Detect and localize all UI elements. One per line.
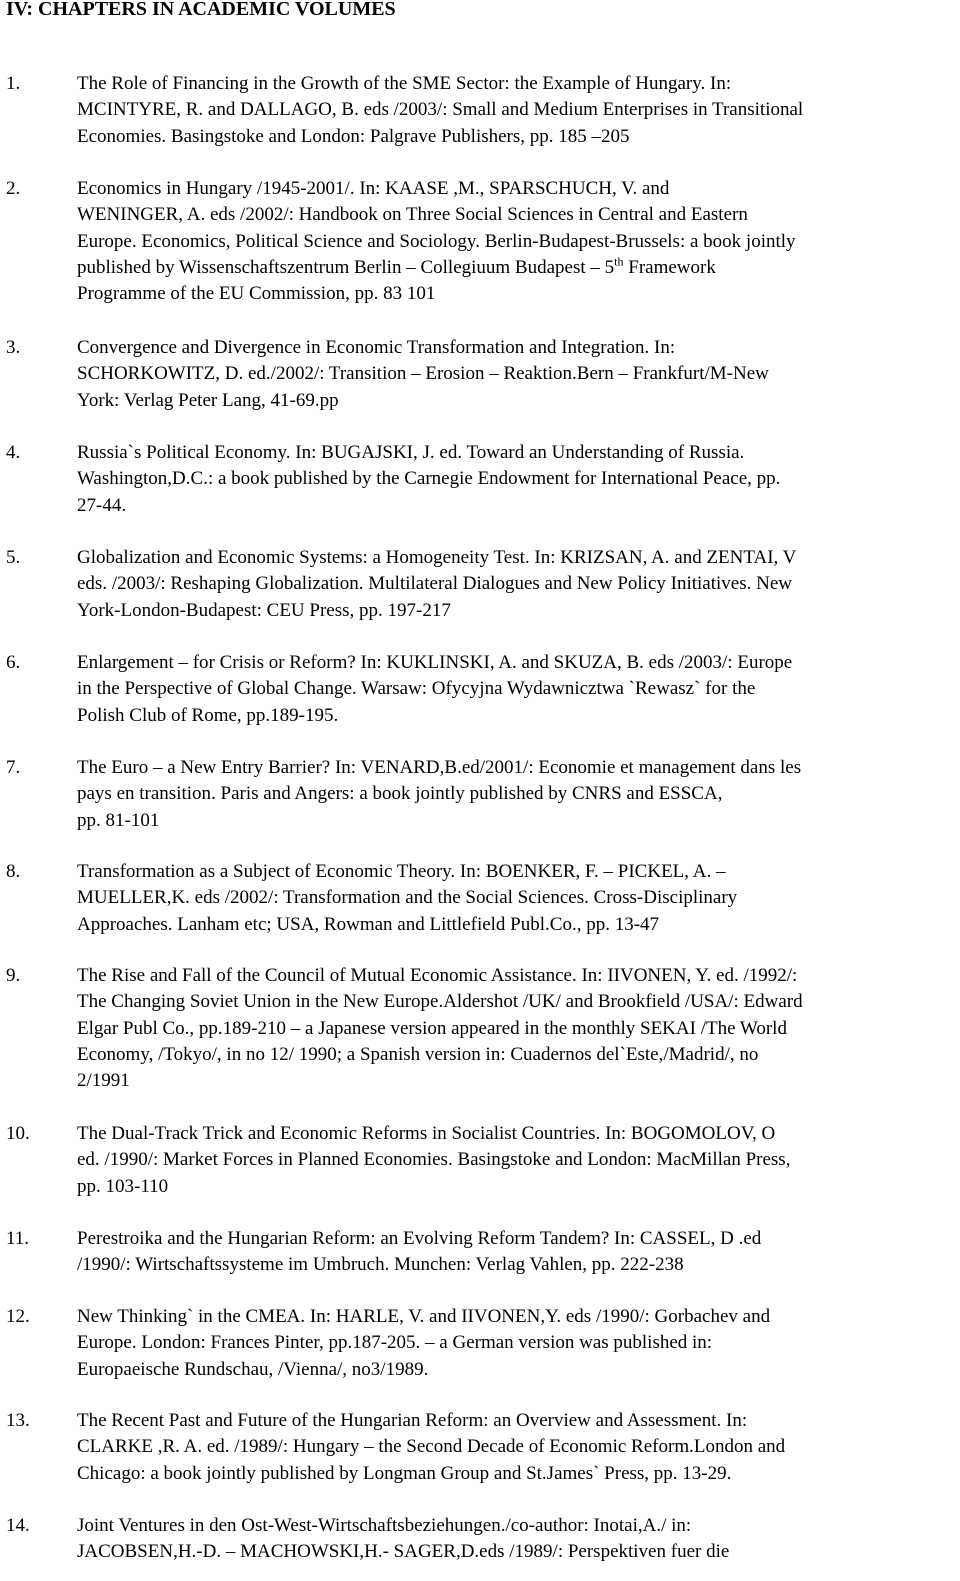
entry-text: Programme of the EU Commission, pp. 83 101 [77,283,436,305]
entry-text: pp. 103-110 [77,1175,169,1197]
entry-text: pp. 81-101 [77,809,160,831]
entry-text-line [77,571,792,597]
entry-text-line [77,176,669,202]
entry-text: Elgar Publ Co., pp.189-210 – a Japanese version appeared in the monthly SEKAI /The World [77,1017,787,1039]
entry-text-line [77,1304,770,1330]
entry-text: New Thinking` in the CMEA. In: HARLE, V. and IIVONEN,Y. eds /1990/: Gorbachev and [77,1306,771,1327]
entry-number: 6. [6,652,21,673]
entry-text-line [77,1068,130,1094]
entry-text: in the Perspective of Global Change. Warsaw: Ofycyjna Wydawnicztwa `Rewasz` for the [77,678,756,700]
entry-text-line [77,1513,691,1539]
entry-text: Transformation as a Subject of Economic Theory. In: BOENKER, F. – PICKEL, A. – [77,861,726,882]
entry-text: Polish Club of Rome, pp.189-195. [77,704,339,726]
entry-text: The Rise and Fall of the Council of Mutual Economic Assistance. In: IIVONEN, Y. ed. /1992/: [77,965,798,986]
entry-text-line [77,1226,761,1252]
entry-number: 11. [6,1228,30,1249]
entry-text: CLARKE ,R. A. ed. /1989/: Hungary – the Second Decade of Economic Reform.London and [77,1436,786,1458]
entry-text-line [77,1121,775,1147]
entry-text: Approaches. Lanham etc; USA, Rowman and Littlefield Publ.Co., pp. 13-47 [77,913,660,935]
entry-text: JACOBSEN,H.-D. – MACHOWSKI,H.- SAGER,D.eds /1989/: Perspektiven fuer die [77,1541,730,1563]
entry-text-line [77,97,803,123]
entry-text-line [77,440,744,466]
entry-text-line [77,124,630,150]
entry-text-line [77,202,748,228]
section-heading: IV: CHAPTERS IN ACADEMIC VOLUMES [6,0,396,20]
entry-text: Enlargement – for Crisis or Reform? In: KUKLINSKI, A. and SKUZA, B. eds /2003/: Europe [77,652,793,673]
entry-text-line [77,703,338,729]
entry-text-line [77,885,737,911]
entry-number: 8. [6,861,21,882]
entry-text-line [77,335,675,361]
entry-text: Economies. Basingstoke and London: Palgrave Publishers, pp. 185 –205 [77,125,630,147]
entry-text-line [77,912,659,938]
entry-text: published by Wissenschaftszentrum Berlin – Collegiuum Budapest – 5 [77,256,615,278]
entry-text-line [77,281,435,307]
entry-text: York: Verlag Peter Lang, 41-69.pp [77,389,339,411]
entry-number: 7. [6,757,21,778]
entry-text: SCHORKOWITZ, D. ed./2002/: Transition – Erosion – Reaktion.Bern – Frankfurt/M-New [77,363,769,385]
entry-number: 10. [6,1123,30,1144]
entry-number: 5. [6,547,21,568]
entry-text: Europe. London: Frances Pinter, pp.187-205. – a German version was published in: [77,1332,713,1354]
entry-number: 3. [6,337,21,358]
entry-text: /1990/: Wirtschaftssysteme im Umbruch. Munchen: Verlag Vahlen, pp. 222-238 [77,1254,684,1276]
entry-text-line [77,229,796,255]
entry-number: 2. [6,178,21,199]
entry-text: eds. /2003/: Reshaping Globalization. Multilateral Dialogues and New Policy Initiatives. New [77,573,792,595]
entry-text-line [77,781,722,807]
entry-text-line [77,1016,787,1042]
entry-text: ed. /1990/: Market Forces in Planned Economies. Basingstoke and London: MacMillan Press, [77,1149,791,1171]
entry-text-line [77,388,339,414]
entry-text: Washington,D.C.: a book published by the Carnegie Endowment for International Peace, pp. [77,468,781,490]
entry-text-line [77,808,159,834]
entry-text-line [77,1330,712,1356]
entry-text: WENINGER, A. eds /2002/: Handbook on Three Social Sciences in Central and Eastern [77,204,748,226]
entry-text-line [77,466,780,492]
entry-text: Joint Ventures in den Ost-West-Wirtschaftsbeziehungen./co-author: Inotai,A./ in: [77,1515,692,1536]
entry-text: 2/1991 [77,1070,130,1092]
entry-text-line [77,361,769,387]
entry-text: Perestroika and the Hungarian Reform: an Evolving Reform Tandem? In: CASSEL, D .ed [77,1228,762,1249]
entry-text: Economics in Hungary /1945-2001/. In: KAASE ,M., SPARSCHUCH, V. and [77,178,670,199]
entry-text-line [77,545,796,571]
entry-number: 14. [6,1515,30,1536]
entry-text-line [77,650,792,676]
entry-text-line [77,859,725,885]
entry-text: The Role of Financing in the Growth of the SME Sector: the Example of Hungary. In: [77,73,732,94]
entry-text: Europe. Economics, Political Science and Sociology. Berlin-Budapest-Brussels: a book jointly [77,230,796,252]
entry-text: The Recent Past and Future of the Hungarian Reform: an Overview and Assessment. In: [77,1410,748,1431]
entry-text: MCINTYRE, R. and DALLAGO, B. eds /2003/: Small and Medium Enterprises in Transitional [77,99,804,121]
entry-text-line [77,1042,758,1068]
entry-text-line [77,1539,729,1565]
entry-text: 27-44. [77,494,127,516]
entry-text: Europaeische Rundschau, /Vienna/, no3/1989. [77,1358,429,1380]
entry-text-line [77,1147,790,1173]
entry-number: 1. [6,73,21,94]
entry-text: The Euro – a New Entry Barrier? In: VENARD,B.ed/2001/: Economie et management dans les [77,757,802,778]
entry-text-line [77,71,731,97]
entry-text-line [77,1434,785,1460]
entry-text-line [77,1252,684,1278]
entry-number: 9. [6,965,21,986]
entry-text-line [77,1174,168,1200]
entry-text-line [77,963,797,989]
entry-text: York-London-Budapest: CEU Press, pp. 197-217 [77,599,451,621]
entry-text-line [77,676,755,702]
entry-number: 4. [6,442,21,463]
entry-text-line [77,1357,428,1383]
entry-number: 12. [6,1306,30,1327]
entry-text-line [77,255,716,281]
entry-text-line [77,1408,747,1434]
entry-text-line [77,1461,731,1487]
entry-text: Chicago: a book jointly published by Longman Group and St.James` Press, pp. 13-29. [77,1462,732,1484]
entry-text: Framework [628,256,716,278]
entry-text: Globalization and Economic Systems: a Homogeneity Test. In: KRIZSAN, A. and ZENTAI, V [77,547,797,568]
entry-text-line [77,598,451,624]
entry-text: MUELLER,K. eds /2002/: Transformation and the Social Sciences. Cross-Disciplinary [77,887,738,909]
entry-text: The Dual-Track Trick and Economic Reforms in Socialist Countries. In: BOGOMOLOV, O [77,1123,776,1144]
entry-number: 13. [6,1410,30,1431]
entry-text: Convergence and Divergence in Economic Transformation and Integration. In: [77,337,676,358]
entry-text: pays en transition. Paris and Angers: a book jointly published by CNRS and ESSCA, [77,783,723,805]
superscript-text: th [614,254,624,269]
entry-text: Economy, /Tokyo/, in no 12/ 1990; a Spanish version in: Cuadernos del`Este,/Madrid/, no [77,1043,759,1065]
entry-text: The Changing Soviet Union in the New Europe.Aldershot /UK/ and Brookfield /USA/: Edward [77,991,803,1013]
entry-text-line [77,989,803,1015]
entry-text-line [77,755,801,781]
entry-text-line [77,493,126,519]
entry-text: Russia`s Political Economy. In: BUGAJSKI, J. ed. Toward an Understanding of Russia. [77,442,745,463]
